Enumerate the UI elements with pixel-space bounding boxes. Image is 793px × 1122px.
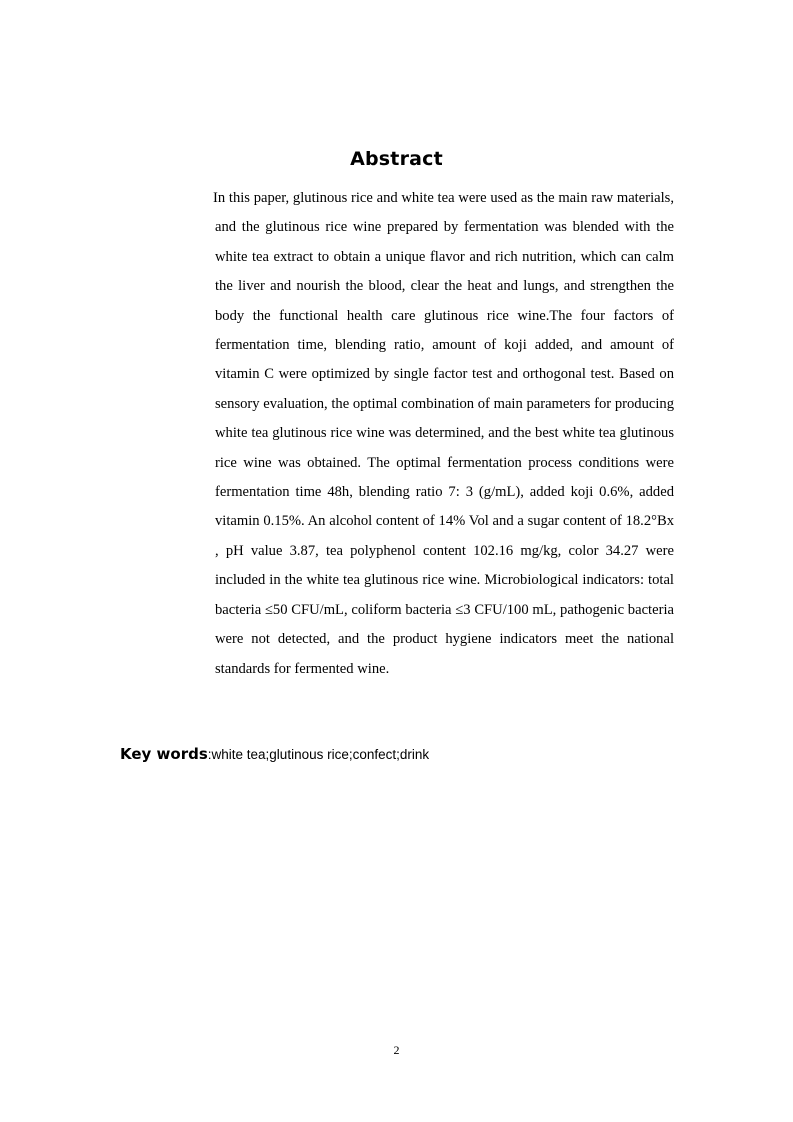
page-number: 2 xyxy=(393,1043,400,1057)
abstract-paragraph: In this paper, glutinous rice and white tea were used as the main raw materials, and the glutinous rice wine prepared by fermentation was blended with the white tea extract to obtain a unique flavor and rich nutrition, which can calm the liver and nourish the blood, clear the heat and lungs, and strengthen the body the functional health care glutinous rice wine.The four factors of fermentation time, blending ratio, amount of koji added, and amount of vitamin C were optimized by single factor test and orthogonal test. Based on sensory evaluation, the optimal combination of main parameters for producing white tea glutinous rice wine was determined, and the best white tea glutinous rice wine was obtained. The optimal fermentation process conditions were fermentation time 48h, blending ratio 7: 3 (g/mL), added koji 0.6%, added vitamin 0.15%. An alcohol content of 14% Vol and a sugar content of 18.2°Bx , pH value 3.87, tea polyphenol content 102.16 mg/kg, color 34.27 were included in the white tea glutinous rice wine. Microbiological indicators: total bacteria ≤50 CFU/mL, coliform bacteria ≤3 CFU/100 mL, pathogenic bacteria were not detected, and the product hygiene indicators meet the national standards for fermented wine. xyxy=(213,190,674,677)
abstract-heading: Abstract xyxy=(350,148,443,170)
keywords-list: :white tea;glutinous rice;confect;drink xyxy=(207,747,430,762)
keywords-line xyxy=(120,743,429,766)
keywords-label: Key words xyxy=(120,745,208,763)
